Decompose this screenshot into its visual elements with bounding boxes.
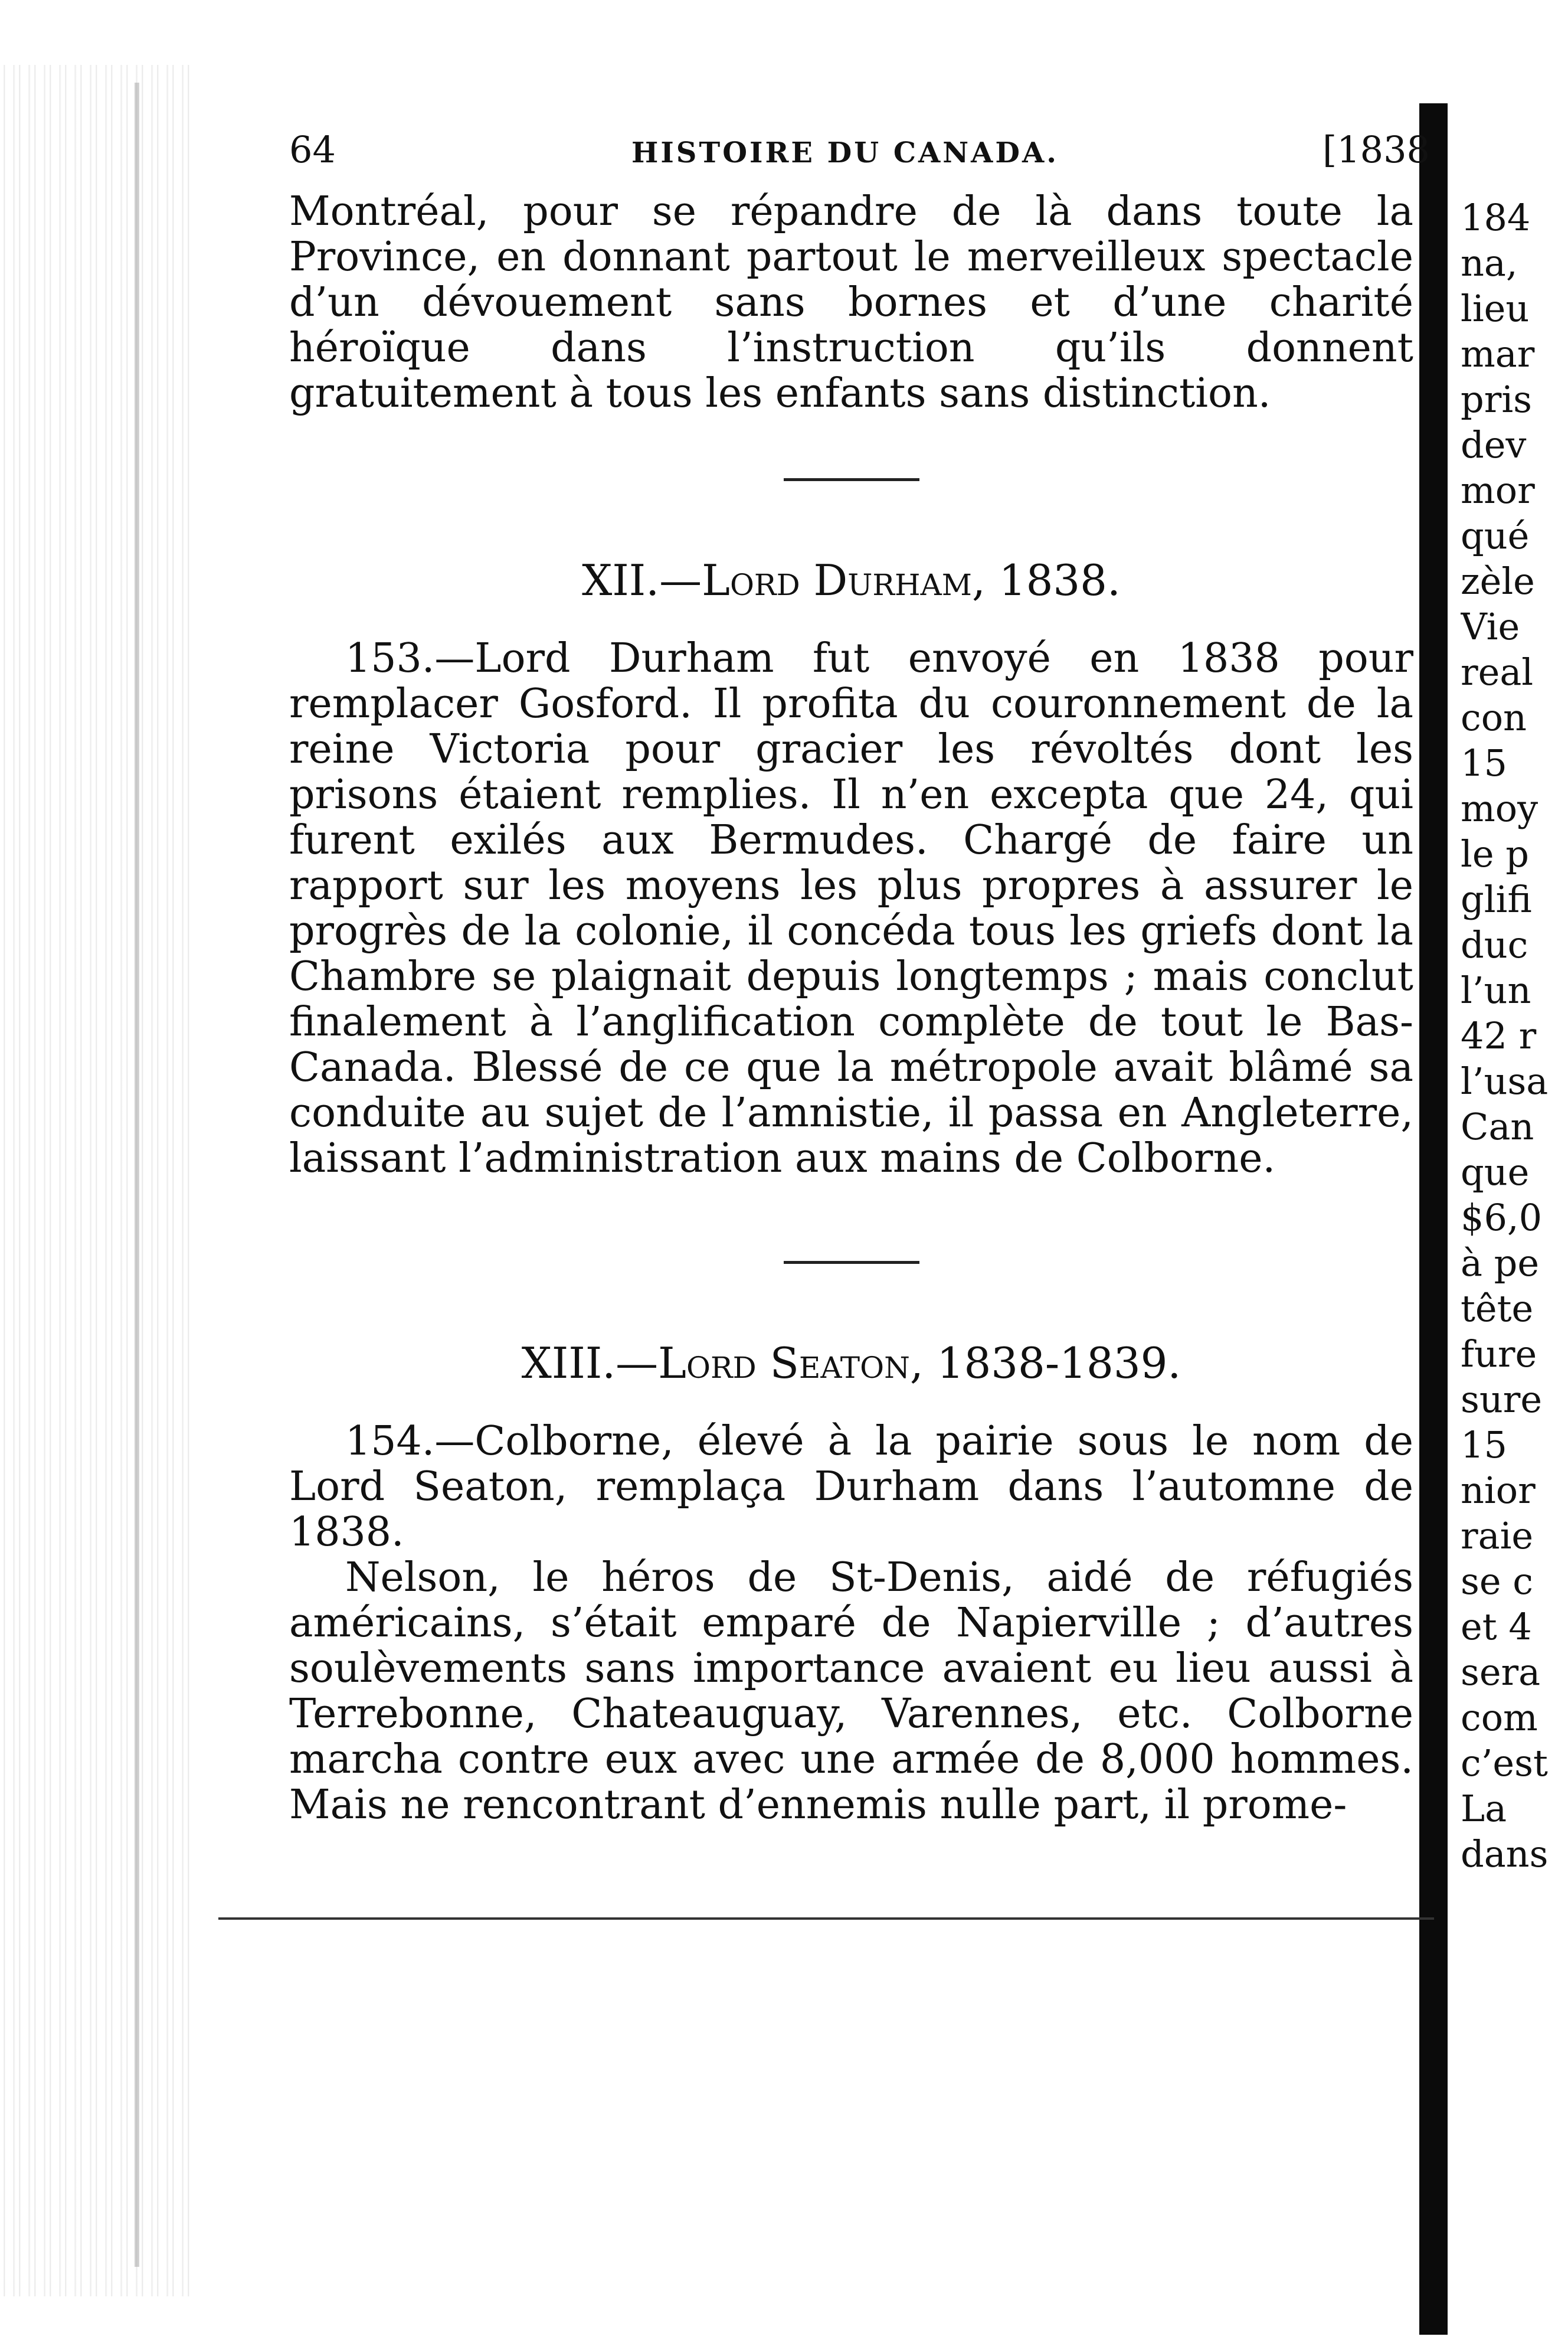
- adjacent-page-line: dev: [1461, 423, 1527, 466]
- adjacent-page-line: raie: [1461, 1514, 1534, 1557]
- section-title-xii: [289, 555, 1413, 605]
- adjacent-page-line: con: [1461, 696, 1527, 739]
- binding-edge: [135, 83, 139, 2267]
- section-lord-name: Lord Durham: [702, 555, 972, 605]
- adjacent-page-line: zèle: [1461, 560, 1535, 603]
- adjacent-page-line: pris: [1461, 378, 1532, 421]
- adjacent-page-line: duc: [1461, 923, 1528, 966]
- running-head: HISTOIRE DU CANADA.: [631, 136, 1059, 169]
- adjacent-page-line: que: [1461, 1151, 1530, 1194]
- adjacent-page-line: tête: [1461, 1287, 1534, 1330]
- adjacent-page-line: 42 r: [1461, 1014, 1537, 1057]
- adjacent-page-line: fure: [1461, 1332, 1537, 1375]
- paragraph-154: 154.—Colborne, élevé à la pairie sous le nom de Lord Seaton, remplaça Durham dans l’automne de 1838.: [289, 1418, 1413, 1556]
- adjacent-page-line: mar: [1461, 332, 1535, 375]
- adjacent-page-line: mor: [1461, 469, 1535, 512]
- adjacent-page-line: et 4: [1461, 1605, 1532, 1648]
- adjacent-page-line: 15: [1461, 741, 1507, 785]
- adjacent-page-line: dans: [1461, 1832, 1549, 1875]
- adjacent-page-line: qué: [1461, 514, 1530, 557]
- adjacent-page-line: 184: [1461, 196, 1531, 239]
- adjacent-page-line: $6,0: [1461, 1196, 1543, 1239]
- section-divider: [784, 478, 919, 481]
- adjacent-page-line: l’un: [1461, 969, 1531, 1012]
- paragraph-nelson: Nelson, le héros de St-Denis, aidé de réfugiés américains, s’était emparé de Napierville ; d’autres soulèvements sans importance avaient eu lieu aussi à Terrebonne, Chateauguay, Varennes, etc. Colborne marcha contre eux avec une armée de 8,000 hommes. Mais ne rencontrant d’ennemis nulle part, il prome-: [289, 1554, 1413, 1828]
- adjacent-page-line: sure: [1461, 1378, 1543, 1421]
- paragraph-153: 153.—Lord Durham fut envoyé en 1838 pour remplacer Gosford. Il profita du couronnement de la reine Victoria pour gracier les révoltés dont les prisons étaient remplies. Il n’en excepta que 24, qui furent exilés aux Bermudes. Chargé de faire un rapport sur les moyens les plus propres à assurer le progrès de la colonie, il concéda tous les griefs dont la Chambre se plaignait depuis longtemps ; mais conclut finalement à l’anglification complète de tout le Bas-Canada. Blessé de ce que la métropole avait blâmé sa conduite au sujet de l’amnistie, il passa en Angleterre, laissant l’administration aux mains de Colborne.: [289, 635, 1413, 1182]
- section-year: , 1838.: [971, 555, 1121, 605]
- adjacent-page-line: lieu: [1461, 287, 1530, 330]
- adjacent-page-line: nior: [1461, 1469, 1536, 1512]
- section-divider: [784, 1261, 919, 1264]
- section-numeral: XIII.—: [521, 1338, 659, 1388]
- book-binding-shadow: [0, 65, 195, 2296]
- adjacent-page-line: moy: [1461, 787, 1538, 830]
- opening-paragraph: Montréal, pour se répandre de là dans toute la Province, en donnant partout le merveilleux spectacle d’un dévouement sans bornes et d’une charité héroïque dans l’instruction qu’ils donnent gratuitement à tous les enfants sans distinction.: [289, 188, 1413, 417]
- adjacent-page-line: se c: [1461, 1560, 1533, 1603]
- adjacent-page-line: 15: [1461, 1423, 1507, 1466]
- adjacent-page-line: sera: [1461, 1651, 1541, 1694]
- page-body: [289, 127, 1430, 1828]
- scan-crease-line: [218, 1917, 1434, 1920]
- section-lord-name: Lord Seaton: [658, 1338, 910, 1388]
- adjacent-page-line: Vie: [1461, 605, 1520, 648]
- adjacent-page-line: La: [1461, 1787, 1507, 1830]
- adjacent-page-line: na,: [1461, 241, 1518, 285]
- adjacent-page-line: com: [1461, 1696, 1538, 1739]
- adjacent-page-line: c’est: [1461, 1741, 1548, 1785]
- adjacent-page-line: à pe: [1461, 1241, 1540, 1285]
- adjacent-page-line: real: [1461, 651, 1534, 694]
- section-year: , 1838-1839.: [909, 1338, 1181, 1388]
- section-numeral: XII.—: [582, 555, 702, 605]
- adjacent-page-line: l’usa: [1461, 1060, 1549, 1103]
- gutter-shadow-bar: [1419, 103, 1448, 2335]
- adjacent-page-line: le p: [1461, 832, 1529, 875]
- header-year: [1838: [1323, 128, 1430, 171]
- page-header: [289, 127, 1430, 189]
- adjacent-page-fragment: [1461, 195, 1568, 1877]
- section-title-xiii: [289, 1338, 1413, 1388]
- page-number: 64: [289, 128, 336, 171]
- adjacent-page-line: glifi: [1461, 878, 1532, 921]
- adjacent-page-line: Can: [1461, 1105, 1534, 1148]
